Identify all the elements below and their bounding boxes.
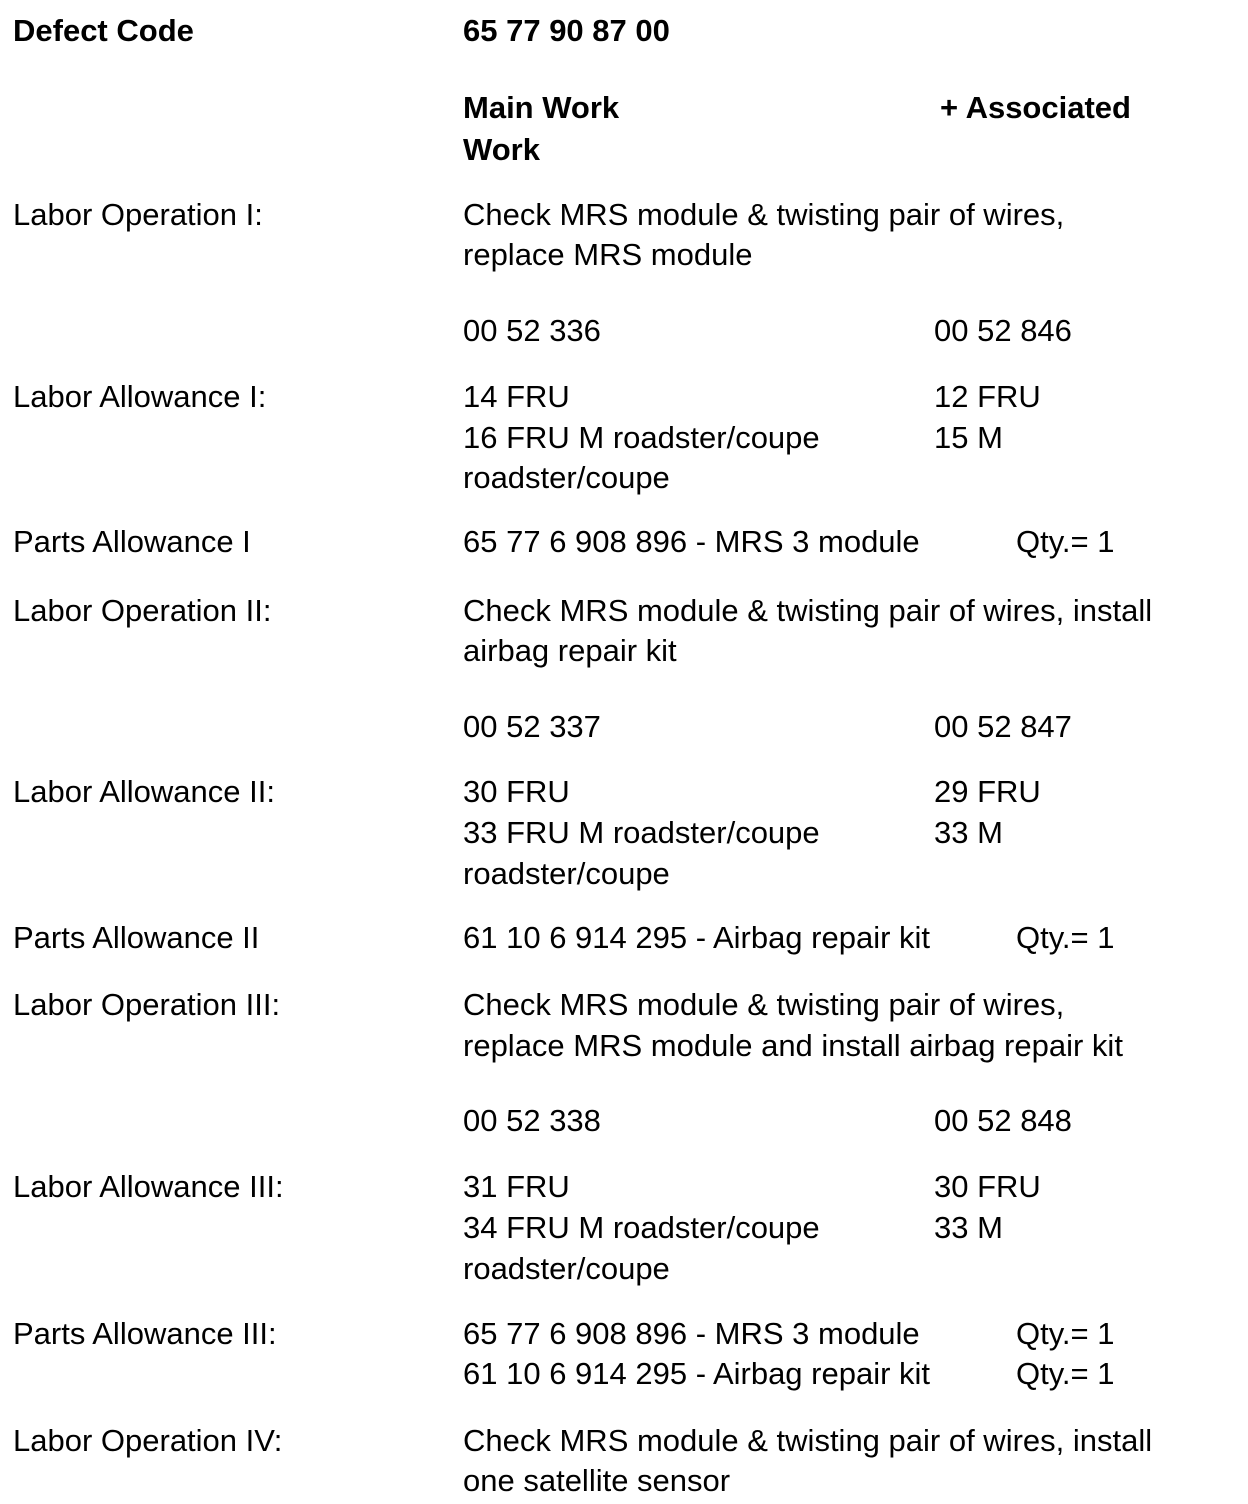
parts-allowance-1-qty: Qty.= 1 [1016, 524, 1115, 559]
parts-allowance-1-part: 65 77 6 908 896 - MRS 3 module [463, 524, 920, 559]
parts-allowance-3-qty1: Qty.= 1 [1016, 1316, 1115, 1351]
labor-allowance-3-associated-m: 33 M [934, 1210, 1003, 1245]
associated-work-label: + Associated [940, 90, 1131, 125]
labor-allowance-3-main-fru: 31 FRU [463, 1169, 570, 1204]
parts-allowance-3-qty2: Qty.= 1 [1016, 1356, 1115, 1391]
labor-allowance-2-main-m-cont: roadster/coupe [463, 856, 670, 891]
labor-allowance-2-associated-fru: 29 FRU [934, 774, 1041, 809]
labor-operation-3-description-line1: Check MRS module & twisting pair of wires, [463, 987, 1065, 1022]
labor-allowance-1-main-fru: 14 FRU [463, 379, 570, 414]
parts-allowance-3-label: Parts Allowance III: [13, 1316, 277, 1351]
labor-operation-2-description-line2: airbag repair kit [463, 633, 677, 668]
main-work-label: Main Work [463, 90, 620, 125]
parts-allowance-2-part: 61 10 6 914 295 - Airbag repair kit [463, 920, 931, 955]
labor-allowance-1-label: Labor Allowance I: [13, 379, 267, 414]
labor-operation-2-associated-code: 00 52 847 [934, 709, 1072, 744]
labor-allowance-1-main-m-cont: roadster/coupe [463, 460, 670, 495]
labor-operation-1-label: Labor Operation I: [13, 197, 263, 232]
parts-allowance-2-label: Parts Allowance II [13, 920, 260, 955]
labor-operation-3-associated-code: 00 52 848 [934, 1103, 1072, 1138]
labor-allowance-3-label: Labor Allowance III: [13, 1169, 284, 1204]
labor-operation-2-label: Labor Operation II: [13, 593, 272, 628]
labor-operation-4-description-line1: Check MRS module & twisting pair of wires, install [463, 1423, 1153, 1458]
labor-allowance-1-main-m: 16 FRU M roadster/coupe [463, 420, 820, 455]
labor-allowance-2-main-fru: 30 FRU [463, 774, 570, 809]
parts-allowance-3-part1: 65 77 6 908 896 - MRS 3 module [463, 1316, 920, 1351]
labor-operation-2-main-code: 00 52 337 [463, 709, 601, 744]
defect-code-label: Defect Code [13, 13, 194, 48]
labor-operation-2-description-line1: Check MRS module & twisting pair of wires, install [463, 593, 1153, 628]
labor-allowance-1-associated-m: 15 M [934, 420, 1003, 455]
labor-operation-1-description-line1: Check MRS module & twisting pair of wires, [463, 197, 1065, 232]
labor-operation-4-description-line2: one satellite sensor [463, 1463, 731, 1498]
parts-allowance-2-qty: Qty.= 1 [1016, 920, 1115, 955]
labor-operation-3-label: Labor Operation III: [13, 987, 281, 1022]
labor-operation-3-description-line2: replace MRS module and install airbag repair kit [463, 1028, 1123, 1063]
labor-allowance-2-main-m: 33 FRU M roadster/coupe [463, 815, 820, 850]
labor-allowance-2-associated-m: 33 M [934, 815, 1003, 850]
parts-allowance-1-label: Parts Allowance I [13, 524, 251, 559]
labor-operation-3-main-code: 00 52 338 [463, 1103, 601, 1138]
work-label: Work [463, 132, 540, 167]
labor-operation-4-label: Labor Operation IV: [13, 1423, 283, 1458]
labor-operation-1-main-code: 00 52 336 [463, 313, 601, 348]
labor-allowance-1-associated-fru: 12 FRU [934, 379, 1041, 414]
parts-allowance-3-part2: 61 10 6 914 295 - Airbag repair kit [463, 1356, 931, 1391]
labor-operation-1-description-line2: replace MRS module [463, 237, 753, 272]
labor-operation-1-associated-code: 00 52 846 [934, 313, 1072, 348]
defect-code-value: 65 77 90 87 00 [463, 13, 670, 48]
labor-allowance-3-main-m-cont: roadster/coupe [463, 1251, 670, 1286]
labor-allowance-3-associated-fru: 30 FRU [934, 1169, 1041, 1204]
labor-allowance-2-label: Labor Allowance II: [13, 774, 275, 809]
labor-allowance-3-main-m: 34 FRU M roadster/coupe [463, 1210, 820, 1245]
